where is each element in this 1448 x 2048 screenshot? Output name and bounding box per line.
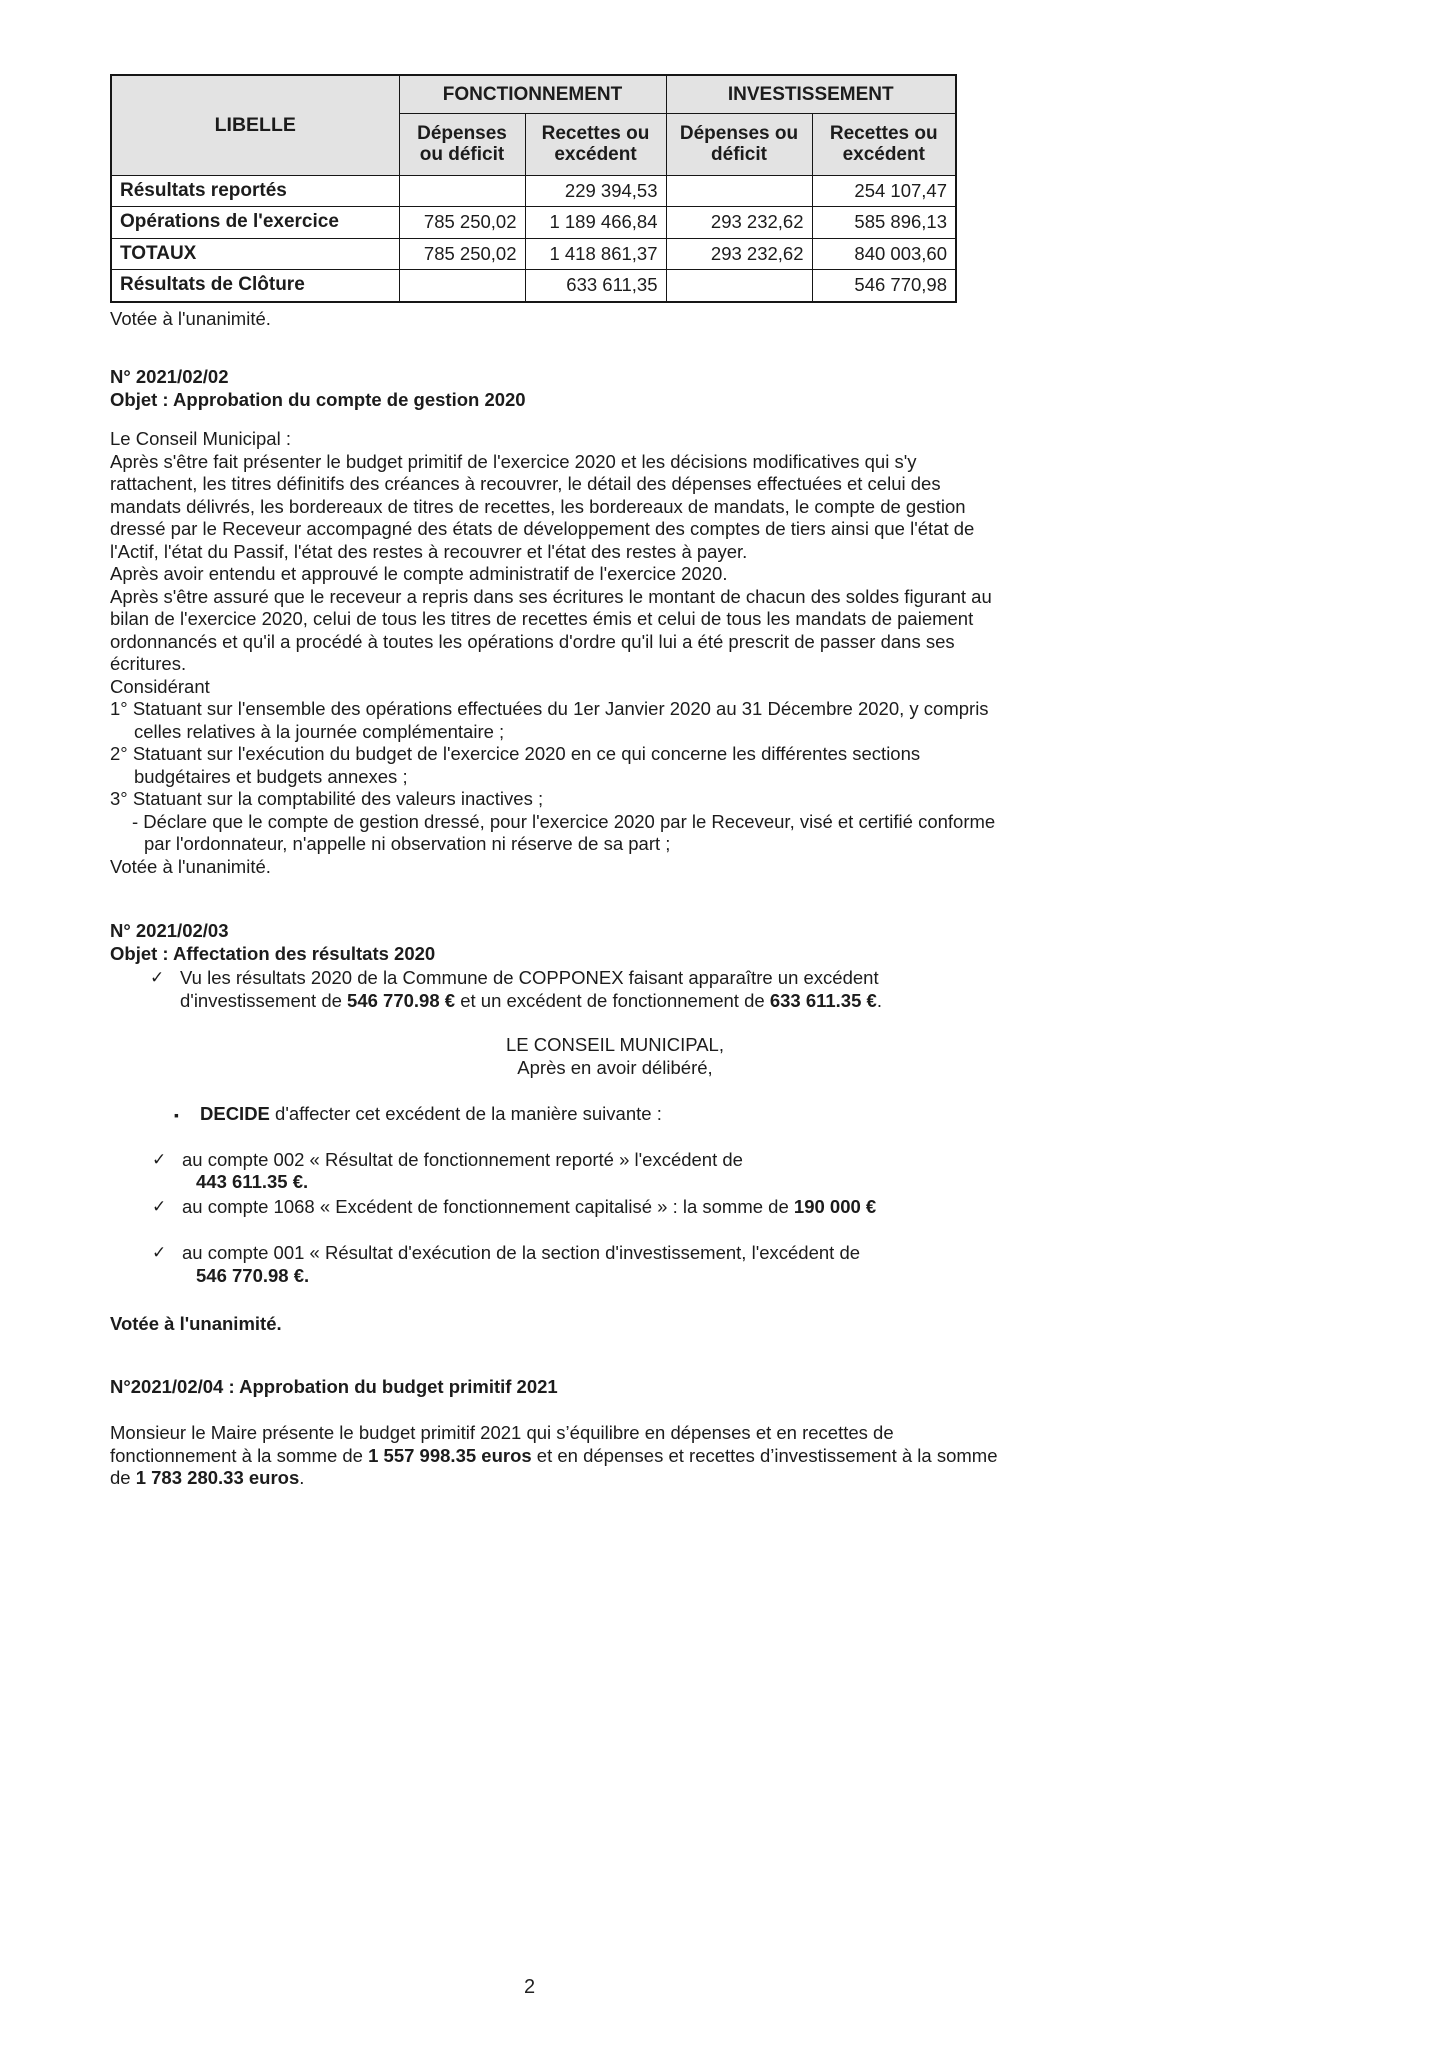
square-bullet-icon: ▪	[174, 1107, 179, 1123]
group-header-fonctionnement: FONCTIONNEMENT	[399, 75, 666, 113]
text-segment: .	[876, 989, 882, 1011]
deliberation-heading: N°2021/02/04 : Approbation du budget primitif 2021	[110, 1375, 558, 1397]
row-label: Résultats reportés	[111, 175, 399, 207]
decide-keyword: DECIDE	[200, 1103, 270, 1124]
text-segment: au compte 1068 « Excédent de fonctionnement capitalisé » : la somme de	[182, 1195, 794, 1217]
text-segment: au compte 002 « Résultat de fonctionnement reporté » l'excédent de	[182, 1148, 743, 1170]
cell-value	[666, 175, 812, 207]
amount-fonctionnement: 633 611.35 €	[769, 989, 877, 1011]
row-label: Opérations de l'exercice	[111, 207, 399, 239]
text-segment: et un excédent de fonctionnement de	[455, 989, 770, 1011]
cell-value: 785 250,02	[399, 238, 525, 270]
deliberation-object: Objet : Approbation du compte de gestion 2020	[110, 388, 526, 410]
cell-value: 585 896,13	[812, 207, 956, 239]
amount-fonctionnement-2021: 1 557 998.35 euros	[368, 1444, 532, 1466]
table-row	[111, 238, 956, 270]
cell-value: 1 189 466,84	[525, 207, 666, 239]
row-label: Résultats de Clôture	[111, 270, 399, 302]
table-header-row-groups	[111, 75, 956, 113]
text-segment: et en dépenses et recettes d’investissement à la somme de	[110, 1444, 998, 1488]
deliberation-number: N° 2021/02/03	[110, 920, 229, 941]
list-item: - Déclare que le compte de gestion dressé, pour l'exercice 2020 par le Receveur, visé et certifié conforme par l'ordonnateur, n'appelle ni observation ni réserve de sa part ;	[132, 810, 996, 854]
list-item-text	[180, 967, 1000, 1012]
vote-statement: Votée à l'unanimité.	[110, 1313, 282, 1334]
decide-text	[200, 1103, 662, 1126]
check-icon: ✓	[152, 1196, 167, 1216]
cell-value: 546 770,98	[812, 270, 956, 302]
cell-value: 785 250,02	[399, 207, 525, 239]
subheader-depenses-fonct: Dépenses ou déficit	[399, 113, 525, 175]
list-item: 1° Statuant sur l'ensemble des opérations effectuées du 1er Janvier 2020 au 31 Décembre 2020, y compris celles relatives à la journée complémentaire ;	[110, 698, 989, 742]
amount-compte-001: 546 770.98 €.	[196, 1264, 310, 1286]
cell-value: 229 394,53	[525, 175, 666, 207]
list-item: 3° Statuant sur la comptabilité des valeurs inactives ;	[110, 788, 544, 809]
cell-value: 1 418 861,37	[525, 238, 666, 270]
list-item	[110, 1196, 1000, 1219]
group-header-investissement: INVESTISSEMENT	[666, 75, 956, 113]
vote-statement: Votée à l'unanimité.	[110, 307, 271, 329]
amount-investissement-2021: 1 783 280.33 euros	[135, 1467, 300, 1488]
text-segment: Vu les résultats 2020 de la Commune de COPPONEX faisant apparaître un excédent d'investissement de	[180, 967, 879, 1011]
list-item-text	[182, 1242, 860, 1287]
results-table	[110, 74, 957, 303]
cell-value: 293 232,62	[666, 207, 812, 239]
deliberation-number: N° 2021/02/02	[110, 366, 229, 387]
row-label: TOTAUX	[111, 238, 399, 270]
cell-value	[666, 270, 812, 302]
subheader-recettes-inv: Recettes ou excédent	[812, 113, 956, 175]
table-row	[111, 207, 956, 239]
subheader-depenses-inv: Dépenses ou déficit	[666, 113, 812, 175]
decide-line	[110, 1103, 1000, 1127]
paragraph: Après s'être assuré que le receveur a repris dans ses écritures le montant de chacun des soldes figurant au bilan de l'exercice 2020, celui de tous les titres de recettes émis et celui de tous les mandats de paiement ordonnancés et qu'il a procédé à toutes les opérations d'ordre qu'il lui a été prescrit de passer dans ses écritures.	[110, 585, 992, 674]
list-item	[110, 1242, 1000, 1287]
paragraph: Après avoir entendu et approuvé le compte administratif de l'exercice 2020.	[110, 563, 728, 584]
text-segment: .	[299, 1467, 305, 1488]
list-item	[110, 967, 1000, 1012]
list-item-text	[182, 1149, 743, 1194]
paragraph: Après s'être fait présenter le budget primitif de l'exercice 2020 et les décisions modificatives qui s'y rattachent, les titres définitifs des créances à recouvrer, le détail des dépenses effectuées et celui des mandats délivrés, les bordereaux de titres de recettes, les bordereaux de mandats, le compte de gestion dressé par le Receveur accompagné des états de développement des comptes de tiers ainsi que l'état de l'Actif, l'état du Passif, l'état des restes à recouvrer et l'état des restes à payer.	[110, 450, 975, 562]
check-icon: ✓	[150, 968, 165, 987]
document-page	[110, 74, 1000, 1490]
table-row	[111, 175, 956, 207]
column-header-libelle: LIBELLE	[111, 75, 399, 175]
list-item: 2° Statuant sur l'exécution du budget de l'exercice 2020 en ce qui concerne les différentes sections budgétaires et budgets annexes ;	[110, 743, 921, 787]
list-item-text	[182, 1196, 876, 1219]
cell-value: 840 003,60	[812, 238, 956, 270]
text-segment: Monsieur le Maire présente le budget primitif 2021 qui s’équilibre en dépenses et en recettes de fonctionnement à la somme de	[110, 1422, 894, 1466]
table-row	[111, 270, 956, 302]
amount-investissement: 546 770.98 €	[347, 989, 456, 1011]
amount-compte-1068: 190 000 €	[793, 1195, 877, 1217]
cell-value	[399, 175, 525, 207]
paragraph: Le Conseil Municipal :	[110, 428, 291, 449]
deliberation-object: Objet : Affectation des résultats 2020	[110, 942, 436, 964]
check-icon: ✓	[152, 1243, 167, 1262]
subheader-recettes-fonct: Recettes ou excédent	[525, 113, 666, 175]
vote-statement: Votée à l'unanimité.	[110, 855, 271, 877]
cell-value	[399, 270, 525, 302]
paragraph: Considérant	[110, 675, 210, 697]
check-icon: ✓	[152, 1149, 167, 1169]
centered-line: LE CONSEIL MUNICIPAL,	[506, 1034, 724, 1055]
cell-value: 254 107,47	[812, 175, 956, 207]
list-item	[110, 1149, 1000, 1194]
cell-value: 293 232,62	[666, 238, 812, 270]
centered-line: Après en avoir délibéré,	[517, 1056, 713, 1078]
cell-value: 633 611,35	[525, 270, 666, 302]
text-segment: au compte 001 « Résultat d'exécution de la section d'investissement, l'excédent de	[182, 1242, 861, 1263]
amount-compte-002: 443 611.35 €.	[196, 1171, 309, 1192]
page-number: 2	[524, 1976, 536, 1998]
text-segment: d'affecter cet excédent de la manière suivante :	[269, 1103, 662, 1124]
paragraph	[110, 1422, 1000, 1490]
